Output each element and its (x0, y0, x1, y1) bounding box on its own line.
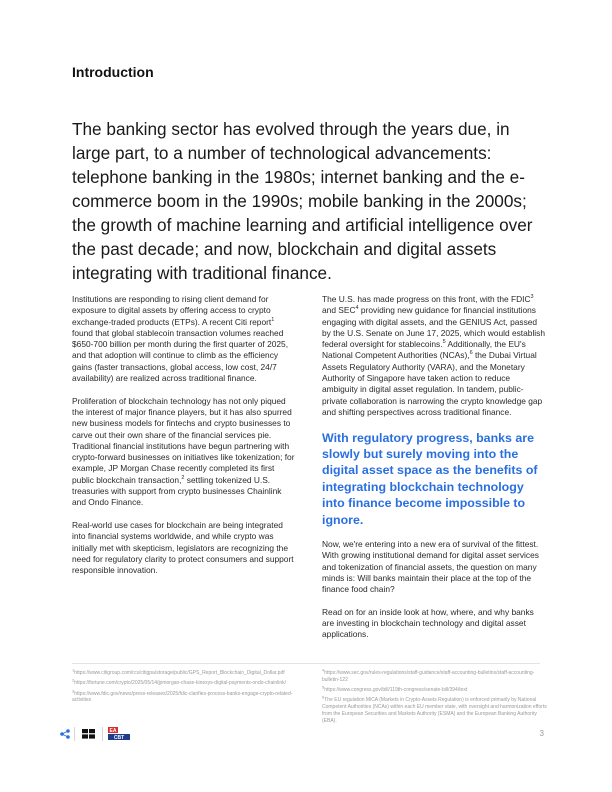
left-paragraph-1: Institutions are responding to rising client demand for exposure to digital assets by offering access to crypto exchange-traded products (ETPs). A recent Citi report$^1$ found that global stablecoin transaction volumes reached $650-700 billion per month during the first quarter of 2025, and that adoption will continue to climb as the efficiency gains (faster transactions, global access, low cost, 24/7 availability) are realized across traditional finance. (72, 294, 289, 384)
footnote: $^1$https://www.citigroup.com/rcs/citigpa/storage/public/GPS_Report_Blockchain_Digital_Dollar.pdf (72, 667, 285, 676)
pull-quote: With regulatory progress, banks are slowly but surely moving into the digital asset space as the benefits of integrating blockchain technology into finance become impossible to ignore. (322, 430, 538, 527)
partner-logo-icon (82, 729, 96, 739)
footnote-link[interactable]: https://www.sec.gov/rules-regulations/staff-guidance/staff-accounting-bulletins/staff-accounting-bulletin-122 (322, 670, 535, 683)
footnote-link[interactable]: https://www.congress.gov/bill/119th-congress/senate-bill/394/text (324, 687, 468, 694)
page-footer (60, 727, 544, 741)
footnote-text: The EU regulation MiCA (Markets in Crypto-Assets Regulation) is enforced primarily by National Competent Authorities (NCAs) within each EU member state, with oversight and harmonization efforts from the European Securities and Markets Authority (ESMA) and the European Banking Authority (EBA). (322, 697, 547, 724)
logo-text-top: EA (109, 728, 117, 734)
footer-separator (74, 727, 75, 741)
footnote: $^3$https://www.fdic.gov/news/press-releases/2025/fdic-clarifies-process-banks-engage-crypto-related-activities (72, 687, 293, 704)
page-number: 3 (539, 729, 544, 738)
right-paragraph-2: Now, we're entering into a new era of survival of the fittest. With growing institutional demand for digital asset services and tokenization of financial assets, the question on many minds is: Will banks maintain their place at the top of the finance food chain? (322, 539, 539, 595)
footnote-ref-6: 6 (469, 350, 473, 357)
logo-text-bottom: CBT (113, 735, 125, 741)
left-paragraph-3: Real-world use cases for blockchain are being integrated into financial systems worldwide, and while crypto was initially met with skepticism, legislators are recognizing the need for regulatory clarity to protect consumers and support responsible innovation. (72, 519, 294, 576)
footnote-ref-2: 2 (181, 474, 185, 481)
left-paragraph-2: Proliferation of blockchain technology has not only piqued the interest of major finance players, but it has also spurred new business models for fintechs and crypto businesses to carve out their own share of the financial services pie. Traditional financial institutions have begun partnering with crypto-forward businesses on initiatives like tokenization; for example, JP Morgan Chase recently completed its first public blockchain transaction,$^2$ settling tokenized U.S. treasuries with support from crypto businesses Chainlink and Ondo Finance. (72, 395, 295, 508)
share-nodes-icon (60, 729, 70, 739)
footnote: $^5$https://www.congress.gov/bill/119th-congress/senate-bill/394/text (322, 684, 468, 694)
right-paragraph-1: The U.S. has made progress on this front, with the FDIC$^3$ and SEC$^4$ providing new guidance for financial institutions engaging with digital assets, and the GENIUS Act, passed by the U.S. Senate on June 17, 2025, which would establish federal oversight for stablecoins.$^5$ Additionally, the EU's National Competent Authorities (NCAs),$^6$ the Dubai Virtual Assets Regulatory Authority (VARA), and the Monetary Authority of Singapore have taken action to reduce ambiguity in digital asset regulation. In tandem, public-private collaboration is narrowing the crypto knowledge gap and shifting perspectives across traditional finance. (322, 294, 546, 417)
footnote-ref-1: 1 (271, 316, 275, 323)
left-column (72, 294, 296, 588)
footnote: $^6$The EU regulation MiCA (Markets in Crypto-Assets Regulation) is enforced primarily by National Competent Authorities (NCAs) within each EU member state, with oversight and harmonization efforts from the European Securities and Markets Authority (ESMA) and the European Banking Authority (EBA). (322, 694, 547, 724)
footnote-link[interactable]: https://www.citigroup.com/rcs/citigpa/storage/public/GPS_Report_Blockchain_Digital_Dollar.pdf (74, 670, 285, 676)
footnote-ref-3: 3 (530, 294, 534, 301)
footnote-link[interactable]: https://www.fdic.gov/news/press-releases/2025/fdic-clarifies-process-banks-engage-crypto-related-activities (72, 690, 293, 704)
ea-cbt-logo-icon (108, 727, 138, 741)
section-title: Introduction (72, 64, 154, 80)
footnote-ref-5: 5 (442, 339, 446, 346)
footnote-divider (72, 663, 540, 664)
footnote-ref-4: 4 (355, 305, 359, 312)
lead-paragraph: The banking sector has evolved through the years due, in large part, to a number of technological advancements: telephone banking in the 1980s; internet banking and the e-commerce boom in the 1990s; mobile banking in the 2000s; the growth of machine learning and artificial intelligence over the past decade; and now, blockchain and digital assets integrating with traditional finance. (72, 119, 533, 283)
right-column (322, 294, 546, 652)
footnotes-right (322, 667, 550, 728)
right-paragraph-3: Read on for an inside look at how, where, and why banks are investing in blockchain technology and digital asset applications. (322, 606, 534, 640)
footnote: $^2$https://fortune.com/crypto/2025/05/14/jpmorgan-chase-kinexys-digital-payments-ondo-chainlink/ (72, 677, 287, 687)
footer-separator (102, 727, 103, 741)
footnote-link[interactable]: https://fortune.com/crypto/2025/05/14/jpmorgan-chase-kinexys-digital-payments-ondo-chainlink/ (74, 680, 287, 687)
footnote: $^4$https://www.sec.gov/rules-regulations/staff-guidance/staff-accounting-bulletins/staff-accounting-bulletin-122 (322, 667, 535, 683)
footnotes-left (72, 667, 300, 708)
